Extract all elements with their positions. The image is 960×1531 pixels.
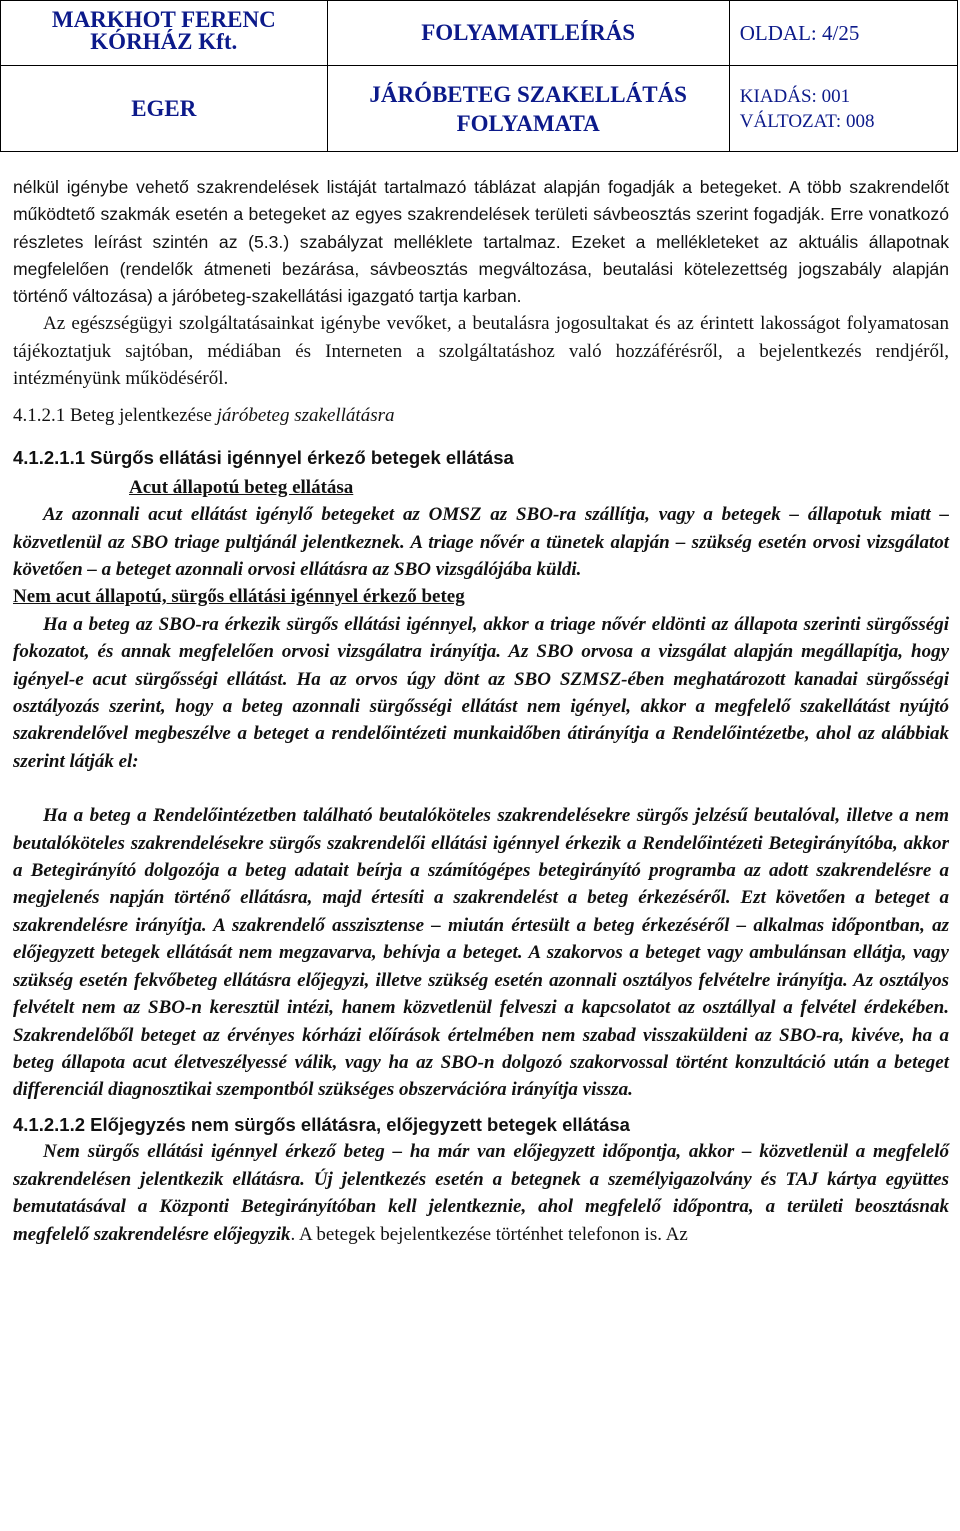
document-header xyxy=(0,0,958,152)
city: EGER xyxy=(1,66,328,152)
paragraph-non-acute: Ha a beteg az SBO-ra érkezik sürgős ellátási igénnyel, akkor a triage nővér eldönti az állapota szerinti sürgősségi fokozatot, és annak megfelelően orvosi vizsgálatra irányítja. Az SBO orvosa a vizsgálat alapján megállapítja, hogy igényel-e acut sürgősségi ellátást. Ha az orvos úgy dönt az SBO SZMSZ-ében meghatározott kanadai sürgősségi osztályozás szerint, hogy a beteg azonnali sürgősségi ellátást nem igényel, akkor a megfelelő szakellátást nyújtó szakrendelővel megbeszélve a beteget a rendelőintézeti munkaidőben átirányítja a Rendelőintézetbe, ahol az alábbiak szerint látják el: xyxy=(13,613,949,772)
paragraph-acute: Az azonnali acut ellátást igénylő betegeket az OMSZ az SBO-ra szállítja, vagy a betegek – állapotuk miatt – közvetlenül az SBO triage pultjánál jelentkeznek. A triage nővér a tünetek alapján – szükség esetén orvosi vizsgálatot követően – a beteget azonnali orvosi ellátásra az SBO vizsgálójába küldi. xyxy=(13,504,949,580)
organization-name-line1: MARKHOT FERENC xyxy=(51,7,276,33)
document-body xyxy=(13,174,949,1248)
section-heading-4-1-2-1: 4.1.2.1 Beteg jelentkezése járóbeteg szakellátásra xyxy=(13,404,395,426)
version-info xyxy=(729,66,957,152)
paragraph-1: nélkül igénybe vehető szakrendelések listáját tartalmazó táblázat alapján fogadják a betegeket. A több szakrendelőt működtető szakmák esetén a betegeket az egyes szakrendelések területi sávbeosztás szerint fogadják. Erre vonatkozó részletes leírást szintén az (5.3.) szabályzat melléklete tartalmaz. Ezeket a mellékleteket az aktuális állapotnak megfelelően (rendelők átmeneti bezárása, sávbeosztás megváltozása, beutalási kötelezettség jogszabály alapján történő változása) a járóbeteg-szakellátási igazgató tartja karban. xyxy=(13,177,949,307)
subheading-non-acute: Nem acut állapotú, sürgős ellátási igénnyel érkező beteg xyxy=(13,586,465,608)
paragraph-2: Az egészségügyi szolgáltatásainkat igénybe vevőket, a beutalásra jogosultakat és az érintett lakosságot folyamatosan tájékoztatjuk sajtóban, médiában és Interneten a szolgáltatáshoz való hozzáférésről, a bejelentkezés rendjéről, intézményünk működéséről. xyxy=(13,313,949,390)
revision: VÁLTOZAT: 008 xyxy=(739,110,875,132)
document-title-line2: FOLYAMATA xyxy=(456,110,600,136)
paragraph-last: Nem sürgős ellátási igénnyel érkező beteg – ha már van előjegyzett időpontja, akkor – közvetlenül a megfelelő szakrendelésen jelentkezik ellátásra. Új jelentkezés esetén a betegnek a személyigazolvány és TAJ kártya együttes bemutatásával a Központi Betegirányítóban kell jelentkeznie, ahol megfelelő időpontra, a területi beosztásnak megfelelő szakrendelésre előjegyzik. A betegek bejelentkezése történhet telefonon is. Az xyxy=(13,1141,949,1245)
document-title xyxy=(327,66,729,152)
section-heading-4-1-2-1-1: 4.1.2.1.1 Sürgős ellátási igénnyel érkező betegek ellátása xyxy=(13,447,514,469)
page-number: OLDAL: 4/25 xyxy=(729,1,957,66)
organization-cell xyxy=(1,1,328,66)
edition: KIADÁS: 001 xyxy=(739,85,851,107)
subheading-acute: Acut állapotú beteg ellátása xyxy=(129,476,354,498)
document-title-line1: JÁRÓBETEG SZAKELLÁTÁS xyxy=(369,81,687,107)
section-heading-4-1-2-1-2: 4.1.2.1.2 Előjegyzés nem sürgős ellátásra, előjegyzett betegek ellátása xyxy=(13,1113,630,1135)
organization-name-line2: KÓRHÁZ Kft. xyxy=(90,29,238,55)
document-type: FOLYAMATLEÍRÁS xyxy=(327,1,729,66)
paragraph-rendelointezet: Ha a beteg a Rendelőintézetben található beutalóköteles szakrendelésekre sürgős jelzésű beutalóval, illetve a nem beutalóköteles szakrendelésekre sürgős szakrendelői ellátási igénnyel érkezik a Rendelőintézeti Betegirányítóba, akkor a Betegirányító dolgozója a beteg adatait beírja a számítógépes betegirányító programba az adott szakrendelésre a megjelenés napján történő ellátásra, majd értesíti a szakrendelést a beteg érkezéséről. Ezt követően a beteget a szakrendelésre irányítja. A szakrendelő asszisztense – miután értesült a beteg érkezéséről – alkalmas időpontban, az előjegyzett betegek ellátását nem megzavarva, behívja a beteget. A szakorvos a beteget vagy ambulánsan ellátja, vagy szükség esetén fekvőbeteg ellátásra előjegyzi, illetve szükség esetén azonnali osztályos felvételre irányítja. Az osztályos felvételt nem az SBO-n keresztül intézi, hanem közvetlenül felveszi a kapcsolatot az osztállyal a felvétel érdekében. Szakrendelőből beteget az érvényes kórházi előírások értelmében nem szabad visszaküldeni az SBO-ra, kivéve, ha a beteg állapota acut életveszélyessé válik, vagy ha az SBO-n dolgozó szakorvossal történt konzultáció után a beteget differenciál diagnosztikai szempontból szükséges obszervációra irányítja vissza. xyxy=(13,805,949,1101)
